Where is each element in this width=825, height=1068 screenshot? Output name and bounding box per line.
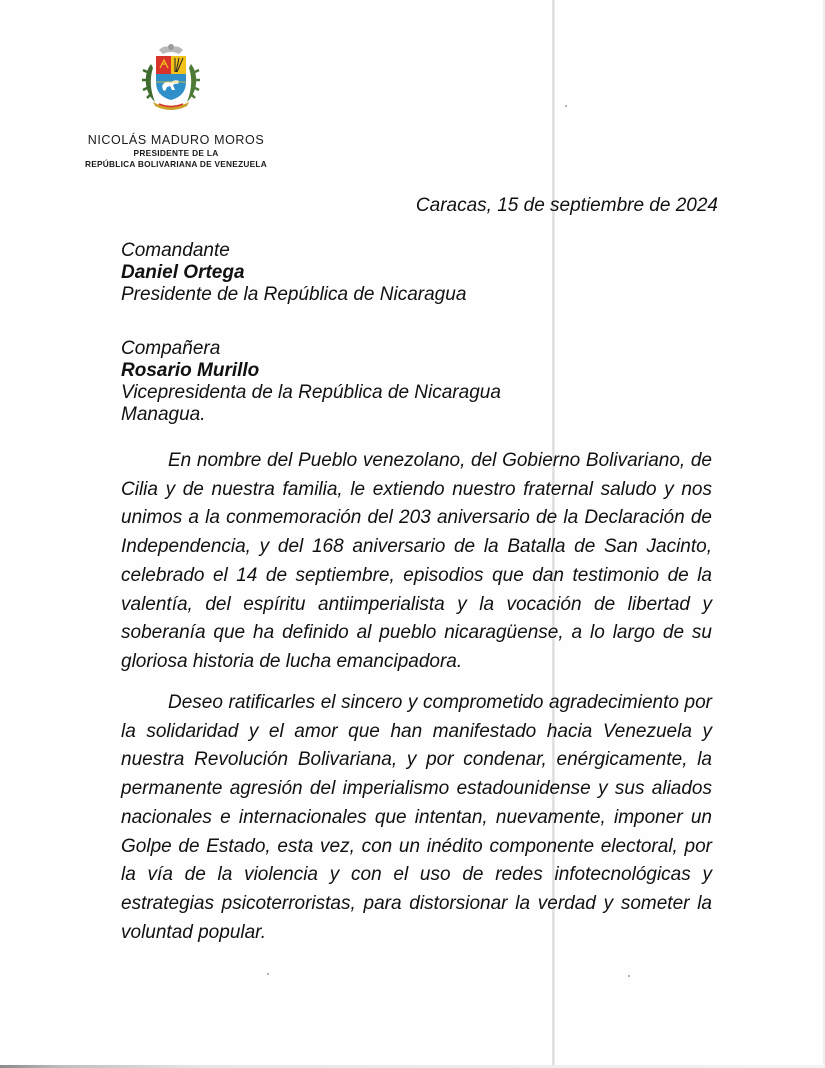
addressee-name: Rosario Murillo [121, 360, 260, 381]
letter-date: Caracas, 15 de septiembre de 2024 [415, 195, 718, 216]
scan-speck [267, 973, 269, 975]
addressee-block [121, 338, 501, 426]
letterhead [70, 133, 282, 170]
body-paragraph-1 [121, 447, 712, 677]
letterhead-country: REPÚBLICA BOLIVARIANA DE VENEZUELA [85, 159, 267, 169]
scan-speck [628, 975, 630, 977]
addressee-salutation: Comandante [121, 240, 230, 261]
letterhead-title: PRESIDENTE DE LA [133, 148, 219, 158]
scan-speck [565, 105, 567, 107]
addressee-salutation: Compañera [121, 338, 221, 359]
coat-of-arms-icon [141, 42, 201, 112]
addressee-position: Vicepresidenta de la República de Nicaragua [121, 382, 501, 403]
paragraph-text: En nombre del Pueblo venezolano, del Gobierno Bolivariano, de Cilia y de nuestra familia, le extiendo nuestro fraternal saludo y nos unimos a la conmemoración del 203 aniversario de la Declaración de Independencia, y del 168 aniversario de la Batalla de San Jacinto, celebrado el 14 de septiembre, episodios que dan testimonio de la valentía, del espíritu antiimperialista y la vocación de libertad y soberanía que ha definido al pueblo nicaragüense, a lo largo de su gloriosa historia de lucha emancipadora. [121, 450, 712, 672]
addressee-city: Managua. [121, 404, 206, 425]
addressee-position: Presidente de la República de Nicaragua [121, 284, 467, 305]
addressee-block [121, 240, 466, 306]
paragraph-text: Deseo ratificarles el sincero y comprometido agradecimiento por la solidaridad y el amor que han manifestado hacia Venezuela y nuestra Revolución Bolivariana, y por condenar, enérgicamente, la permanente agresión del imperialismo estadounidense y sus aliados nacionales e internacionales que intentan, nuevamente, imponer un Golpe de Estado, esta vez, con un inédito componente electoral, por la vía de la violencia y con el uso de redes infotecnológicas y estrategias psicoterroristas, para distorsionar la verdad y someter la voluntad popular. [121, 692, 712, 943]
body-paragraph-2 [121, 689, 712, 947]
letterhead-name: NICOLÁS MADURO MOROS [87, 133, 265, 147]
addressee-name: Daniel Ortega [121, 262, 245, 283]
